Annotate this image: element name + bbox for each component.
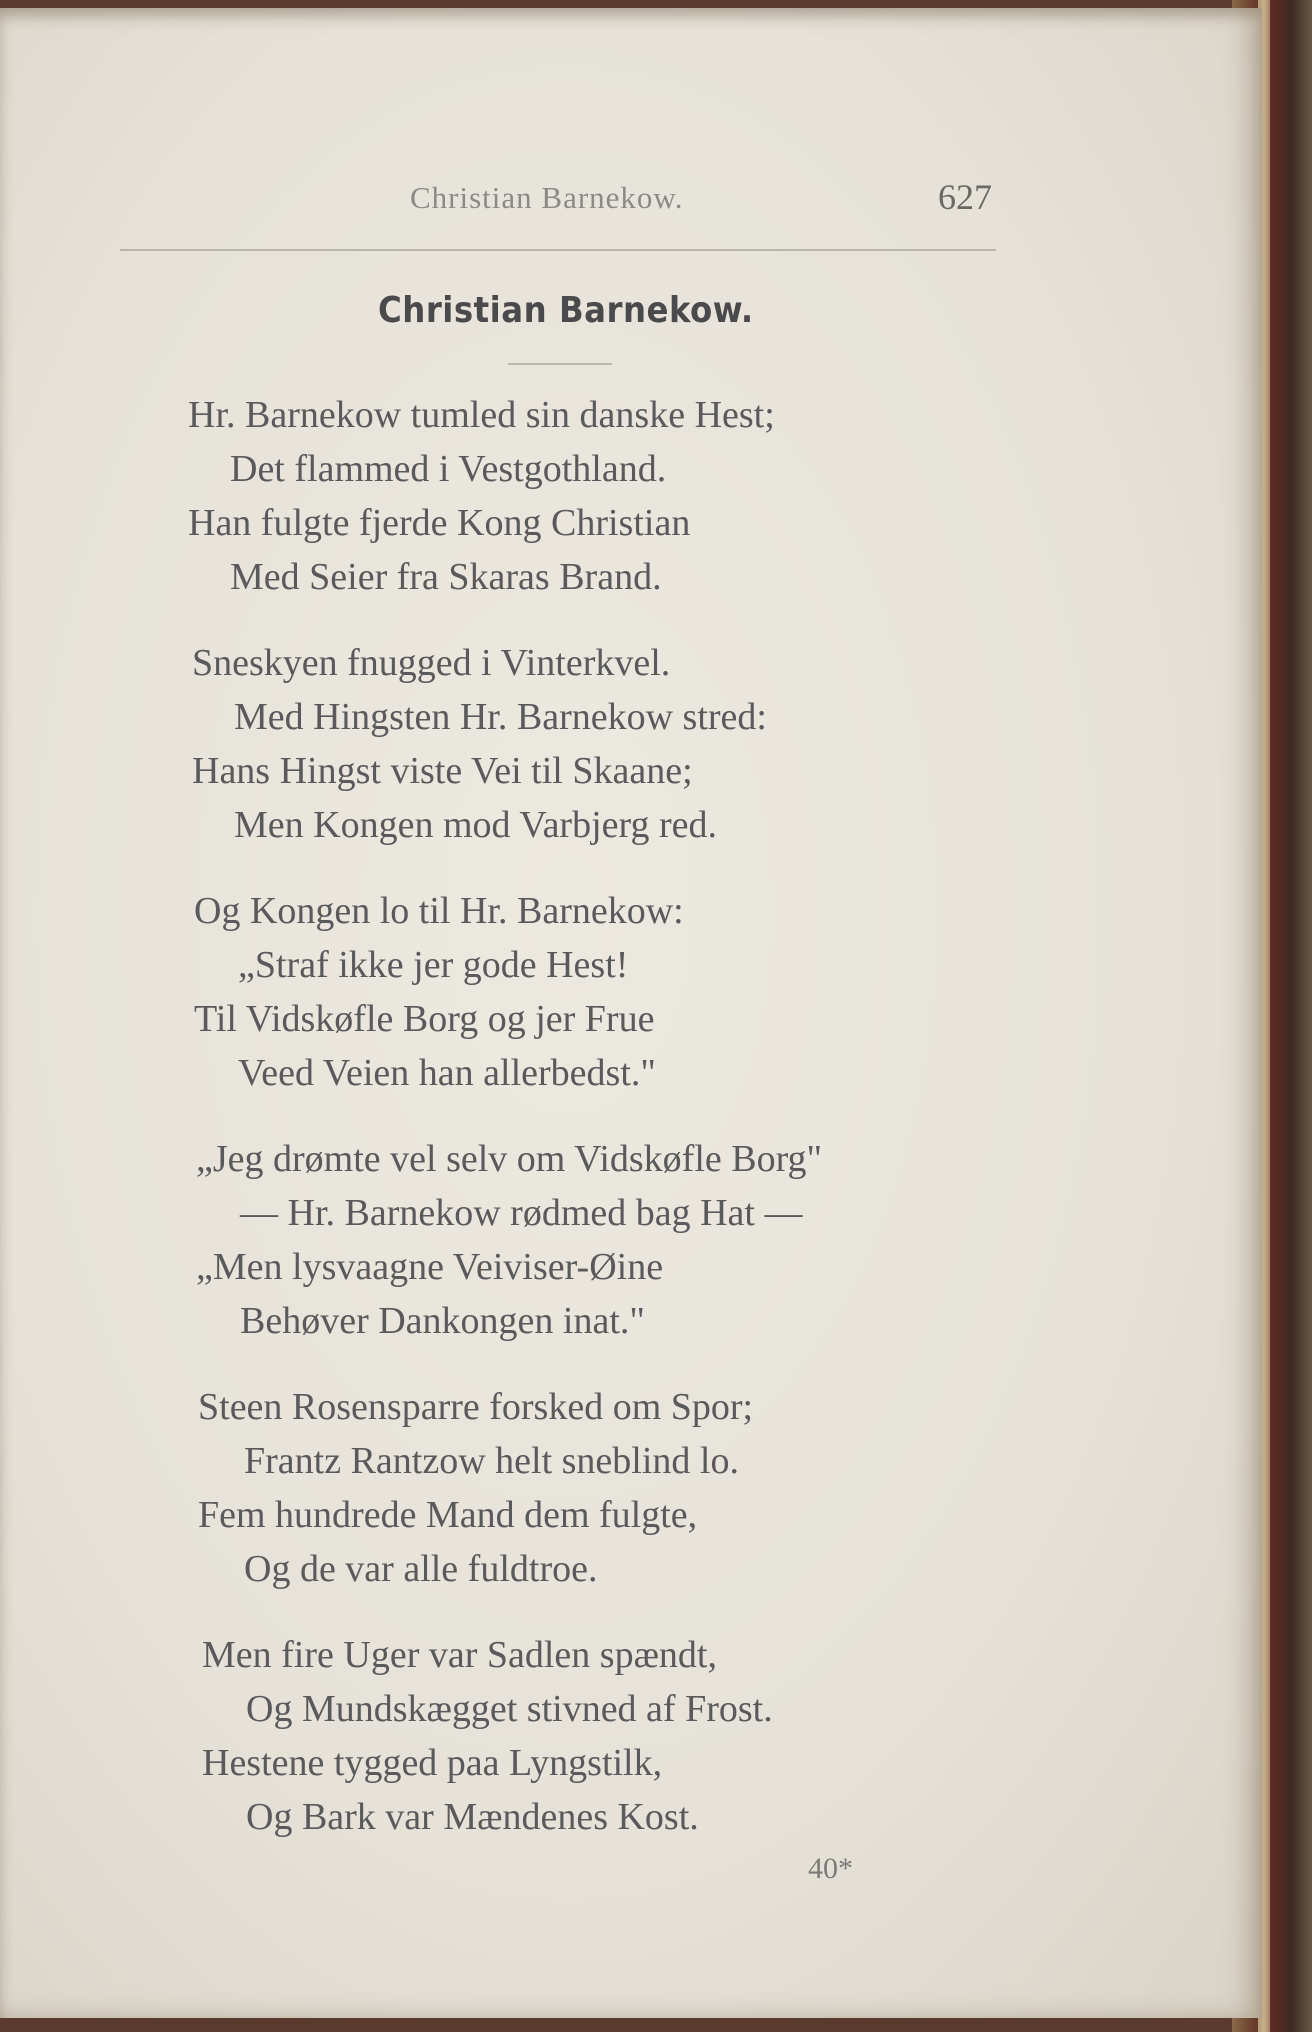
verse-line: Men Kongen mod Varbjerg red.	[234, 804, 717, 846]
running-head	[120, 177, 1000, 230]
verse-line: Han fulgte fjerde Kong Christian	[188, 502, 691, 544]
verse-line: Hans Hingst viste Vei til Skaane;	[192, 750, 693, 792]
verse-line: Frantz Rantzow helt sneblind lo.	[244, 1440, 739, 1482]
verse-line: — Hr. Barnekow rødmed bag Hat —	[240, 1192, 803, 1234]
verse-line: Med Seier fra Skaras Brand.	[230, 556, 662, 598]
verse-line: Behøver Dankongen inat."	[240, 1300, 645, 1342]
stanza	[0, 1132, 1262, 1348]
verse-line: „Jeg drømte vel selv om Vidskøfle Borg"	[196, 1138, 823, 1180]
title-divider	[508, 363, 612, 365]
stanza	[0, 884, 1262, 1100]
verse-line: Steen Rosensparre forsked om Spor;	[198, 1386, 754, 1428]
running-title: Christian Barnekow.	[410, 180, 684, 215]
page-number: 627	[938, 177, 992, 217]
verse-line: „Men lysvaagne Veiviser-Øine	[196, 1246, 664, 1288]
verse-line: Sneskyen fnugged i Vinterkvel.	[192, 642, 671, 684]
header-divider	[120, 249, 996, 251]
stanza	[0, 388, 1262, 604]
verse-line: Hr. Barnekow tumled sin danske Hest;	[188, 394, 775, 436]
book-page	[0, 8, 1262, 2018]
poem-body	[0, 388, 1262, 1876]
verse-line: Og Bark var Mændenes Kost.	[246, 1796, 699, 1838]
verse-line: Men fire Uger var Sadlen spændt,	[202, 1634, 717, 1676]
verse-line: Med Hingsten Hr. Barnekow stred:	[234, 696, 767, 738]
stanza	[0, 1380, 1262, 1596]
verse-line: Og Kongen lo til Hr. Barnekow:	[194, 890, 684, 932]
stanza	[0, 636, 1262, 852]
stanza	[0, 1628, 1262, 1844]
poem-title: Christian Barnekow.	[378, 290, 754, 331]
verse-line: Hestene tygged paa Lyngstilk,	[202, 1742, 663, 1784]
verse-line: Det flammed i Vestgothland.	[230, 448, 667, 490]
verse-line: Og Mundskægget stivned af Frost.	[246, 1688, 773, 1730]
verse-line: „Straf ikke jer gode Hest!	[238, 944, 629, 986]
verse-line: Veed Veien han allerbedst."	[238, 1052, 656, 1094]
verse-line: Fem hundrede Mand dem fulgte,	[198, 1494, 698, 1536]
verse-line: Til Vidskøfle Borg og jer Frue	[194, 998, 655, 1040]
verse-line: Og de var alle fuldtroe.	[244, 1548, 598, 1590]
signature-mark: 40*	[808, 1852, 853, 1885]
